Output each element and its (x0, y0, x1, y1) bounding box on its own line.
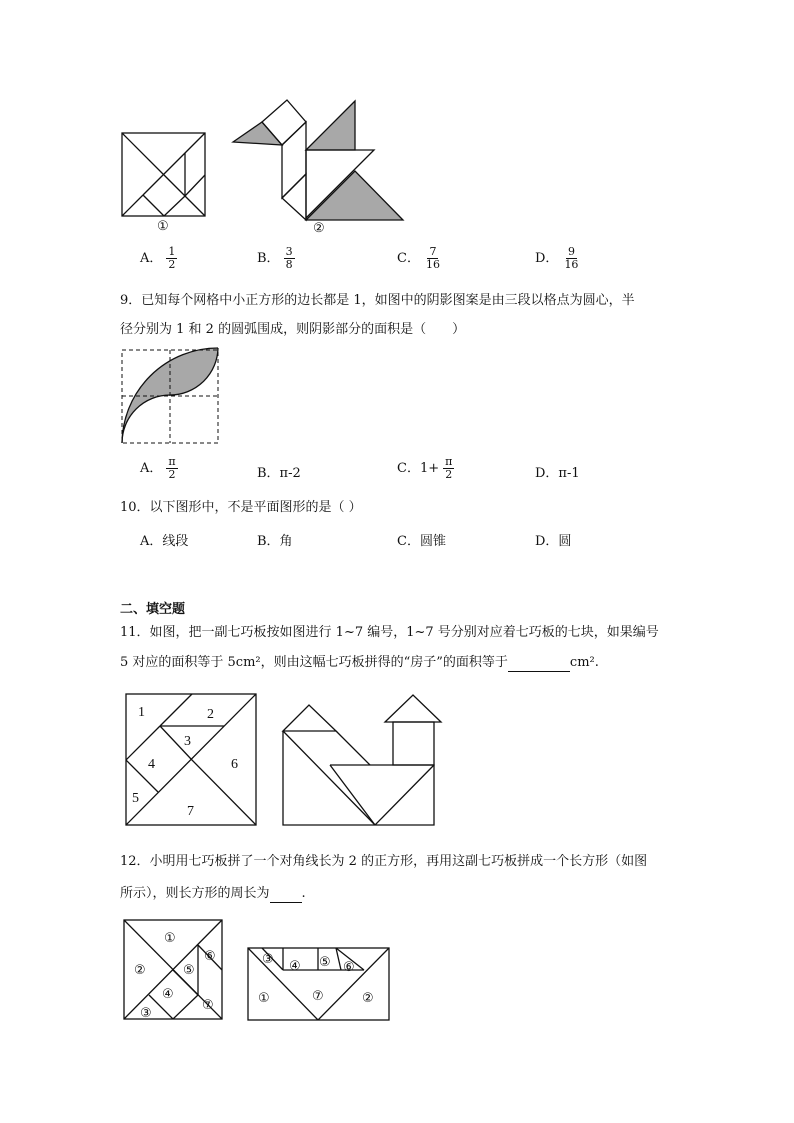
q12-rect-piece-2-label: ② (362, 991, 374, 1006)
q11-unit: cm². (569, 655, 599, 670)
q12-rect-piece-5-label: ⑤ (319, 955, 331, 970)
q11-piece-4-label: 4 (148, 757, 155, 772)
q9-a-numerator: π (168, 455, 176, 468)
q11-piece-6-label: 6 (231, 757, 238, 772)
q11-piece-7-label: 7 (187, 804, 194, 819)
q8-d-denominator: 16 (564, 258, 579, 271)
q12-square-piece-1-label: ① (164, 931, 176, 946)
q10-option-d[interactable]: D．圆 (535, 534, 572, 549)
q10-option-a[interactable]: A．线段 (140, 534, 189, 549)
q8-option-c-letter: C． (397, 251, 420, 266)
q9-a-denominator: 2 (168, 468, 176, 481)
q9-c-numerator: π (445, 455, 453, 468)
q11-piece-1-label: 1 (138, 705, 145, 720)
q9-stem-line-2: 径分别为 1 和 2 的圆弧围成，则阴影部分的面积是（ ） (120, 322, 466, 337)
q12-square-piece-6-label: ⑥ (204, 949, 216, 964)
q12-rect-piece-1-label: ① (258, 991, 270, 1006)
q12-stem-line-1: 12．小明用七巧板拼了一个对角线长为 2 的正方形，再用这副七巧板拼成一个长方形（如图 (120, 854, 648, 869)
q10-stem: 10．以下图形中，不是平面图形的是（ ） (120, 500, 362, 515)
q8-figure-1-label: ① (157, 219, 169, 234)
q8-a-numerator: 1 (168, 245, 176, 258)
q12-rect-piece-4-label: ④ (289, 959, 301, 974)
q12-square-piece-5-label: ⑤ (183, 963, 195, 978)
q8-b-numerator: 3 (285, 245, 293, 258)
q12-rect-piece-6-label: ⑥ (343, 960, 355, 975)
q8-b-denominator: 8 (285, 258, 293, 271)
q12-square-piece-7-label: ⑦ (202, 998, 214, 1013)
q10-option-c[interactable]: C．圆锥 (397, 534, 446, 549)
q8-option-a-letter: A． (140, 251, 163, 266)
q8-figure-2-label: ② (313, 221, 325, 236)
q9-option-b[interactable]: B．π-2 (257, 466, 301, 481)
q11-stem-line-1: 11．如图，把一副七巧板按如图进行 1~7 编号，1~7 号分别对应着七巧板的七块，如果编号 (120, 625, 659, 640)
q8-c-numerator: 7 (429, 245, 437, 258)
q9-option-c-letter: C．1+ (397, 461, 440, 476)
section-heading-fill-in: 二、填空题 (120, 602, 186, 617)
q12-square-piece-3-label: ③ (140, 1006, 152, 1021)
q9-c-denominator: 2 (445, 468, 453, 481)
q9-option-d[interactable]: D．π-1 (535, 466, 580, 481)
q10-option-b[interactable]: B．角 (257, 534, 293, 549)
q8-d-numerator: 9 (567, 245, 575, 258)
q11-stem-text: 5 对应的面积等于 5cm²，则由这幅七巧板拼得的“房子”的面积等于 (120, 655, 508, 670)
q12-square-piece-2-label: ② (134, 963, 146, 978)
q9-stem-line-1: 9．已知每个网格中小正方形的边长都是 1，如图中的阴影图案是由三段以格点为圆心，半 (120, 293, 635, 308)
q12-period: . (301, 886, 306, 901)
q9-option-a-letter: A． (140, 461, 163, 476)
q8-c-denominator: 16 (425, 258, 440, 271)
q12-stem-text: 所示），则长方形的周长为 (120, 886, 270, 901)
q11-piece-2-label: 2 (207, 707, 214, 722)
q11-piece-5-label: 5 (132, 791, 139, 806)
q8-option-b-letter: B． (257, 251, 280, 266)
q12-rect-piece-7-label: ⑦ (312, 989, 324, 1004)
q11-piece-3-label: 3 (184, 734, 191, 749)
q12-rect-piece-3-label: ③ (262, 952, 274, 967)
q12-square-piece-4-label: ④ (162, 987, 174, 1002)
q8-option-d-letter: D． (535, 251, 559, 266)
q8-a-denominator: 2 (168, 258, 176, 271)
